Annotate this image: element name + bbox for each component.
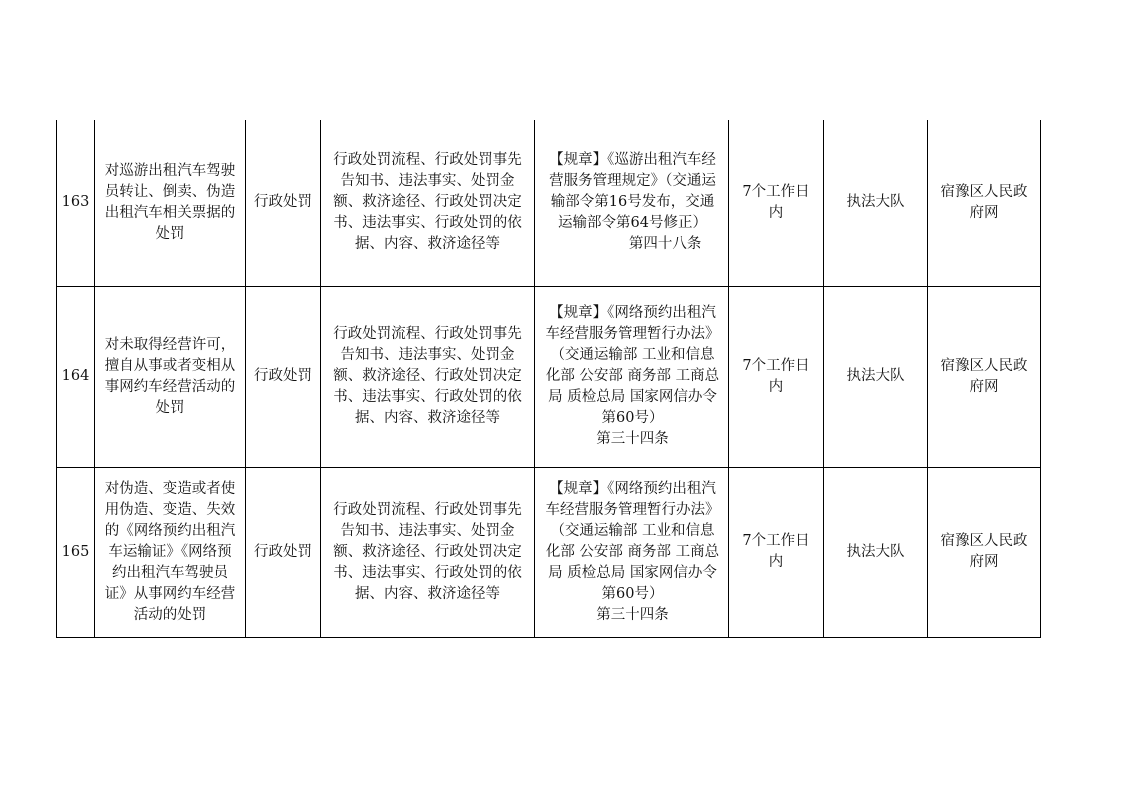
penalty-items-table (56, 120, 1041, 638)
item-type-cell: 行政处罚 (246, 467, 321, 637)
disclosure-content-cell: 行政处罚流程、行政处罚事先告知书、违法事实、处罚金额、救济途径、行政处罚决定书、违法事实、行政处罚的依据、内容、救济途径等 (321, 467, 535, 637)
legal-basis-text: 【规章】《巡游出租汽车经营服务管理规定》（交通运输部令第16号发布，交通运输部令第64号修正） (549, 152, 716, 232)
row-number-cell: 165 (57, 467, 95, 637)
channel-cell: 宿豫区人民政府网 (928, 467, 1041, 637)
time-limit-cell: 7个工作日内 (729, 120, 824, 286)
department-cell: 执法大队 (824, 120, 928, 286)
department-cell: 执法大队 (824, 467, 928, 637)
item-type-cell: 行政处罚 (246, 286, 321, 467)
item-name-cell: 对未取得经营许可，擅自从事或者变相从事网约车经营活动的处罚 (95, 286, 246, 467)
row-number-cell: 164 (57, 286, 95, 467)
channel-cell: 宿豫区人民政府网 (928, 286, 1041, 467)
item-name-cell: 对巡游出租汽车驾驶员转让、倒卖、伪造出租汽车相关票据的处罚 (95, 120, 246, 286)
disclosure-content-cell: 行政处罚流程、行政处罚事先告知书、违法事实、处罚金额、救济途径、行政处罚决定书、违法事实、行政处罚的依据、内容、救济途径等 (321, 120, 535, 286)
department-cell: 执法大队 (824, 286, 928, 467)
legal-basis-cell (535, 467, 729, 637)
time-limit-cell: 7个工作日内 (729, 467, 824, 637)
legal-basis-text: 【规章】《网络预约出租汽车经营服务管理暂行办法》（交通运输部 工业和信息化部 公安部 商务部 工商总局 质检总局 国家网信办令第60号） (545, 305, 720, 426)
legal-basis-article: 第四十八条 (628, 236, 702, 253)
row-number-cell: 163 (57, 120, 95, 286)
disclosure-content-cell: 行政处罚流程、行政处罚事先告知书、违法事实、处罚金额、救济途径、行政处罚决定书、违法事实、行政处罚的依据、内容、救济途径等 (321, 286, 535, 467)
item-name-cell: 对伪造、变造或者使用伪造、变造、失效的《网络预约出租汽车运输证》《网络预约出租汽车驾驶员证》从事网约车经营活动的处罚 (95, 467, 246, 637)
legal-basis-cell (535, 120, 729, 286)
table-row (57, 286, 1041, 467)
item-type-cell: 行政处罚 (246, 120, 321, 286)
table-row (57, 467, 1041, 637)
legal-basis-article: 第三十四条 (596, 431, 669, 447)
time-limit-cell: 7个工作日内 (729, 286, 824, 467)
legal-basis-article: 第三十四条 (596, 606, 669, 623)
channel-cell: 宿豫区人民政府网 (928, 120, 1041, 286)
legal-basis-text: 【规章】《网络预约出租汽车经营服务管理暂行办法》（交通运输部 工业和信息化部 公安部 商务部 工商总局 质检总局 国家网信办令第60号） (545, 480, 720, 602)
legal-basis-cell (535, 286, 729, 467)
table-row (57, 120, 1041, 286)
